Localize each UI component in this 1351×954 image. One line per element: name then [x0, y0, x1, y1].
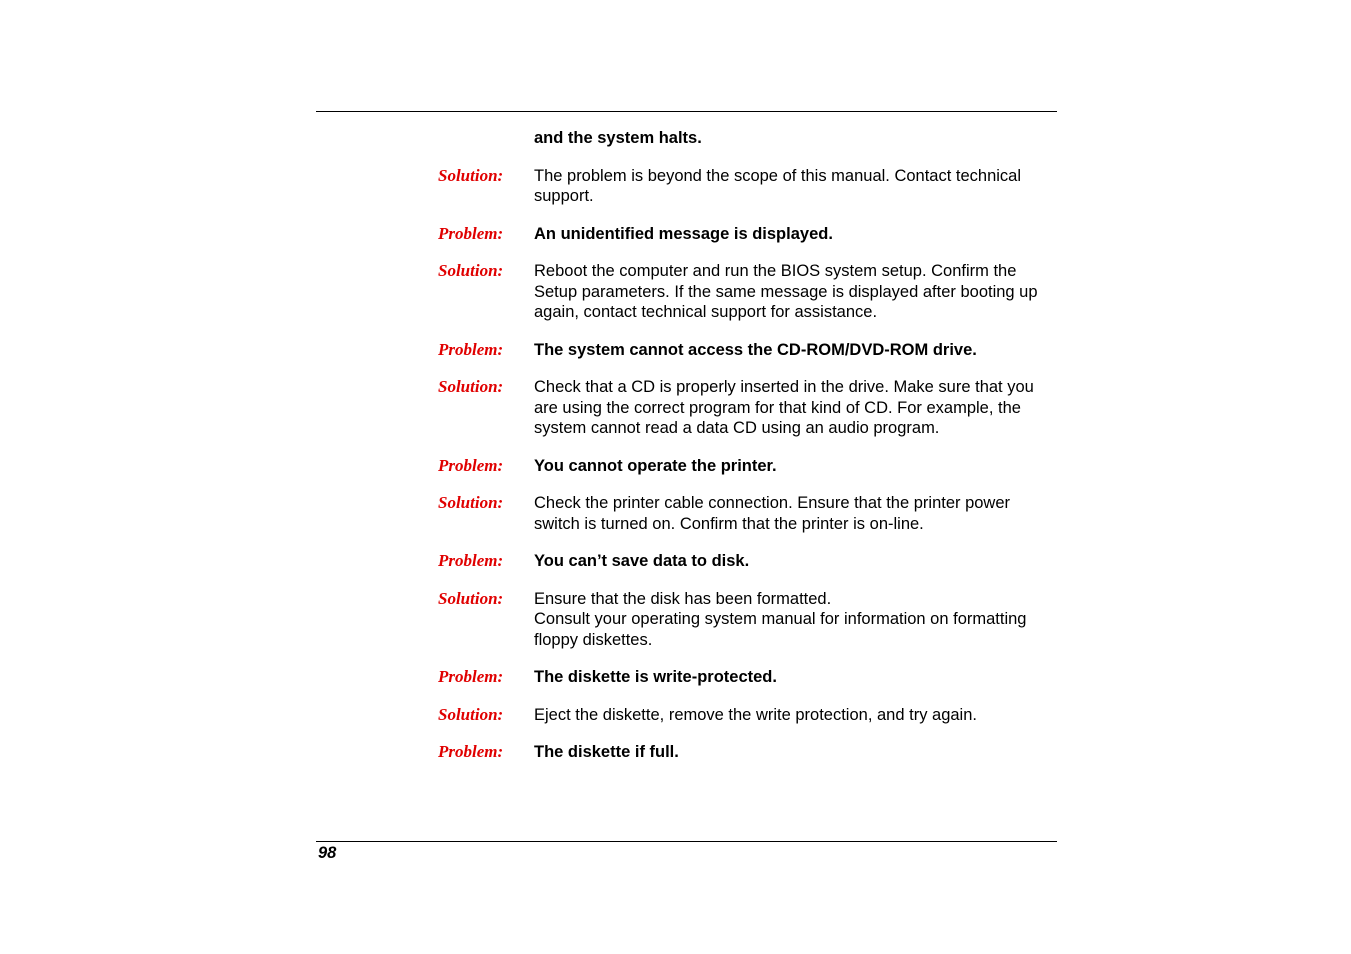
problem-text-line: You can’t save data to disk.	[534, 552, 750, 570]
solution-text	[534, 493, 1057, 534]
problem-text	[534, 551, 1057, 572]
problem-text-line: You cannot operate the printer.	[534, 456, 777, 475]
problem-label: Problem:	[438, 667, 504, 686]
solution-text-line: Reboot the computer and run the BIOS system setup. Confirm the Setup parameters. If the same message is displayed after booting up again, contact technical support for assistance.	[534, 262, 1038, 321]
solution-text-line: Check that a CD is properly inserted in the drive. Make sure that you are using the correct program for that kind of CD. For example, the system cannot read a data CD using an audio program.	[534, 378, 1034, 437]
problem-text	[534, 224, 1057, 245]
page-number: 98	[318, 844, 337, 862]
problem-entry	[316, 742, 1057, 763]
solution-entry	[316, 705, 1057, 726]
problem-text	[534, 456, 1057, 477]
problem-label: Problem:	[438, 742, 504, 761]
footer-rule	[316, 841, 1057, 842]
problem-text-line: An unidentified message is displayed.	[534, 224, 833, 243]
problem-label: Problem:	[438, 339, 504, 359]
solution-entry	[316, 589, 1057, 651]
solution-label: Solution:	[438, 704, 504, 724]
problem-entry	[316, 224, 1057, 245]
solution-label: Solution:	[438, 377, 504, 396]
solution-text-line: Check the printer cable connection. Ensure that the printer power switch is turned on. Confirm that the printer is on-line.	[534, 494, 1011, 533]
solution-text	[534, 589, 1057, 651]
problem-text	[534, 667, 1057, 688]
problem-entry	[316, 340, 1057, 361]
problem-label: Problem:	[438, 551, 504, 570]
solution-label: Solution:	[438, 165, 504, 185]
solution-entry	[316, 493, 1057, 534]
problem-text-line: The system cannot access the CD-ROM/DVD-ROM drive.	[534, 340, 977, 359]
problem-text	[534, 340, 1057, 361]
troubleshooting-content	[316, 128, 1057, 763]
solution-text	[534, 261, 1057, 323]
problem-entry	[316, 551, 1057, 572]
problem-text-line: The diskette if full.	[534, 743, 679, 761]
solution-entry	[316, 166, 1057, 207]
solution-label: Solution:	[438, 588, 504, 608]
solution-entry	[316, 377, 1057, 439]
solution-text	[534, 705, 1057, 726]
problem-text	[534, 742, 1057, 763]
problem-text-line: The diskette is write-protected.	[534, 668, 777, 686]
solution-text	[534, 377, 1057, 439]
header-rule	[316, 111, 1057, 112]
solution-entry	[316, 261, 1057, 323]
solution-text	[534, 166, 1057, 207]
problem-label: Problem:	[438, 455, 504, 475]
solution-text-line: The problem is beyond the scope of this manual. Contact technical support.	[534, 166, 1022, 205]
problem-entry	[316, 667, 1057, 688]
solution-label: Solution:	[438, 261, 504, 280]
problem-solution-list	[316, 166, 1057, 763]
continued-problem-text: and the system halts.	[534, 129, 702, 147]
problem-label: Problem:	[438, 223, 504, 243]
solution-label: Solution:	[438, 493, 504, 512]
problem-entry	[316, 456, 1057, 477]
solution-text-line: Ensure that the disk has been formatted.	[534, 589, 832, 608]
solution-text-line: Consult your operating system manual for information on formatting floppy diskettes.	[534, 610, 1027, 649]
solution-text-line: Eject the diskette, remove the write protection, and try again.	[534, 705, 977, 724]
